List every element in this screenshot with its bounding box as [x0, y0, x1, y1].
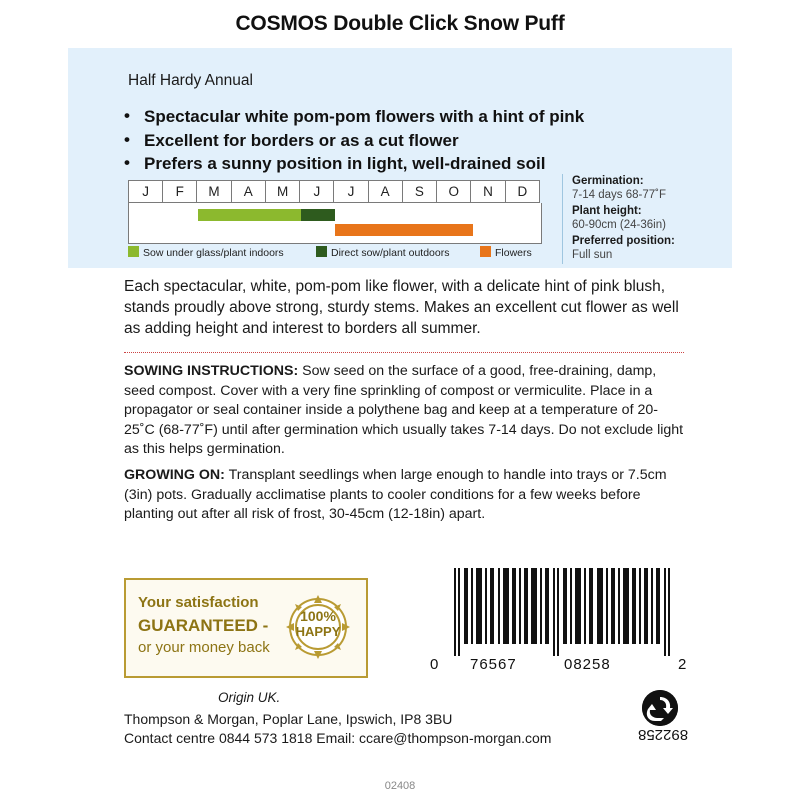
- company-address: Thompson & Morgan, Poplar Lane, Ipswich, IP8 3BU: [124, 711, 453, 727]
- plant-type-label: Half Hardy Annual: [128, 72, 253, 89]
- legend-label: Flowers: [495, 247, 532, 259]
- page-title: COSMOS Double Click Snow Puff: [235, 12, 565, 35]
- feature-bullets: [122, 106, 702, 177]
- footer-address: [124, 710, 644, 748]
- recycle-icon: [642, 690, 678, 726]
- legend-swatch-green-dark: [316, 246, 327, 257]
- rosette-line-2: HAPPY: [295, 624, 341, 639]
- guarantee-box: [124, 578, 368, 678]
- sowing-instructions: [124, 362, 684, 460]
- plant-facts: [562, 174, 742, 264]
- fact-value-plant-height: 60-90cm (24-36in): [572, 219, 666, 231]
- calendar-bar-sow-indoors: [198, 209, 301, 221]
- barcode-group-1: 76567: [470, 656, 517, 673]
- bottom-code: 02408: [384, 780, 416, 792]
- rotated-product-code: 892258: [638, 726, 689, 743]
- growing-heading: GROWING ON:: [124, 467, 225, 483]
- month-cell: A: [231, 181, 265, 203]
- growing-on-instructions: [124, 466, 684, 525]
- month-cell: J: [334, 181, 368, 203]
- barcode-left-digit: 0: [430, 656, 440, 673]
- legend-swatch-green-light: [128, 246, 139, 257]
- origin-label: Origin UK.: [218, 690, 281, 705]
- barcode-right-digit: 2: [678, 656, 688, 673]
- rosette-line-1: 100%: [300, 608, 336, 624]
- rosette-text: [282, 608, 354, 640]
- barcode-block: [428, 568, 698, 678]
- month-cell: J: [300, 181, 334, 203]
- calendar-bar-flowers: [335, 224, 473, 236]
- fact-value-germination: 7-14 days 68-77˚F: [572, 189, 666, 201]
- divider-dotted: [124, 352, 684, 353]
- legend-item-sow-outdoors: [316, 246, 449, 259]
- month-cell: S: [402, 181, 436, 203]
- barcode-icon: [452, 568, 674, 656]
- calendar-month-header: [128, 180, 540, 203]
- legend-swatch-orange: [480, 246, 491, 257]
- growing-body: Transplant seedlings when large enough to handle into trays or 7.5cm (3in) pots. Gradually acclimatise plants to cooler conditions for a few weeks before planting out after all risk of frost, 30-45cm (12-18in) apart.: [124, 467, 667, 522]
- month-cell: O: [437, 181, 471, 203]
- fact-key-plant-height: Plant height:: [572, 205, 642, 217]
- legend-label: Sow under glass/plant indoors: [143, 247, 284, 259]
- list-item: • Spectacular white pom-pom flowers with a hint of pink: [122, 106, 702, 128]
- list-item: • Excellent for borders or as a cut flower: [122, 130, 702, 152]
- month-cell: F: [163, 181, 197, 203]
- calendar-bar-sow-outdoors: [301, 209, 335, 221]
- guarantee-line-1: Your satisfaction: [138, 594, 259, 611]
- month-cell: M: [265, 181, 299, 203]
- fact-value-position: Full sun: [572, 249, 613, 261]
- fact-key-germination: Germination:: [572, 175, 644, 187]
- barcode-group-2: 08258: [564, 656, 611, 673]
- month-cell: A: [368, 181, 402, 203]
- calendar-bars: [128, 203, 542, 244]
- month-cell: J: [129, 181, 163, 203]
- fact-key-position: Preferred position:: [572, 235, 675, 247]
- guarantee-line-2: GUARANTEED -: [138, 616, 269, 635]
- calendar-legend: [128, 246, 548, 262]
- month-cell: D: [505, 181, 539, 203]
- rosette-badge-icon: [282, 591, 354, 663]
- month-cell: N: [471, 181, 505, 203]
- list-item: • Prefers a sunny position in light, well-drained soil: [122, 153, 702, 175]
- month-cell: M: [197, 181, 231, 203]
- sowing-calendar: [128, 180, 540, 244]
- contact-line: Contact centre 0844 573 1818 Email: ccare@thompson-morgan.com: [124, 730, 552, 746]
- legend-item-flowers: [480, 246, 532, 259]
- description-text: Each spectacular, white, pom-pom like flower, with a delicate hint of pink blush, stands proudly above strong, sturdy stems. Makes an excellent cut flower as well as adding height and interest to borders all summer.: [124, 278, 679, 337]
- guarantee-line-3: or your money back: [138, 639, 270, 656]
- legend-item-sow-indoors: [128, 246, 284, 259]
- legend-label: Direct sow/plant outdoors: [331, 247, 450, 259]
- sowing-heading: SOWING INSTRUCTIONS:: [124, 363, 299, 379]
- sowing-body: Sow seed on the surface of a good, free-draining, damp, seed compost. Cover with a very fine sprinkling of compost or vermiculite. Place in a propagator or seal container inside a polythene bag and keep at a temperature of 20-25˚C (68-77˚F) until after germination which usually takes 7-14 days. Do not exclude light as this helps germination.: [124, 363, 684, 457]
- table-row: [129, 181, 540, 203]
